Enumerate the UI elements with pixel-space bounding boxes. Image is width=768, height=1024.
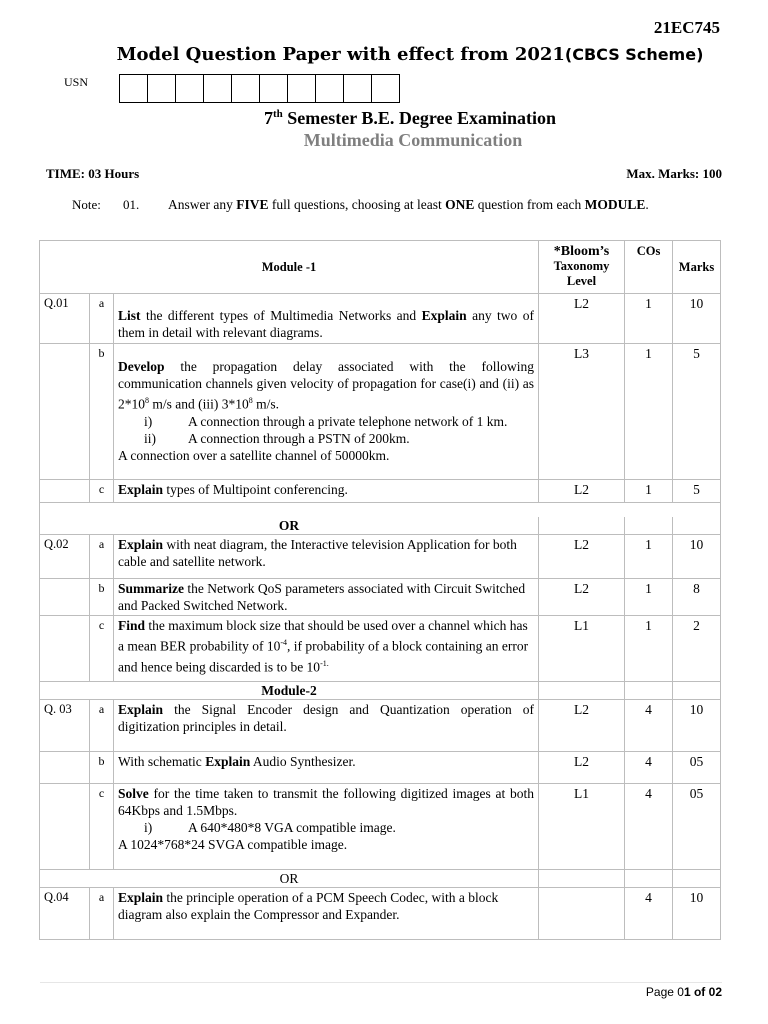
- usn-box[interactable]: [175, 74, 204, 103]
- marks-value: 5: [673, 344, 721, 480]
- subpart-label: b: [90, 579, 114, 616]
- subpart-label: a: [90, 535, 114, 579]
- blooms-level: L2: [539, 480, 625, 503]
- marks-value: 2: [673, 616, 721, 682]
- subpart-label: a: [90, 888, 114, 940]
- table-row: [40, 784, 721, 870]
- usn-box[interactable]: [343, 74, 372, 103]
- question-text: Explain with neat diagram, the Interactive television Application for both cable and satellite network.: [114, 535, 539, 579]
- table-row: [40, 888, 721, 940]
- subpart-label: a: [90, 700, 114, 752]
- marks-value: 10: [673, 700, 721, 752]
- question-table: [39, 240, 721, 940]
- blooms-level: L1: [539, 616, 625, 682]
- subpart-label: b: [90, 344, 114, 480]
- note-label: Note:: [72, 197, 101, 212]
- exam-sup: th: [272, 108, 283, 120]
- title-main: Model Question Paper with effect from 2021: [116, 44, 565, 65]
- subpart-label: c: [90, 480, 114, 503]
- usn-box[interactable]: [259, 74, 288, 103]
- marks-value: 5: [673, 480, 721, 503]
- table-row: [40, 480, 721, 503]
- blooms-header: *Bloom’s Taxonomy Level: [539, 241, 625, 294]
- blooms-level: L2: [539, 700, 625, 752]
- usn-box[interactable]: [119, 74, 148, 103]
- usn-box[interactable]: [315, 74, 344, 103]
- exam-rest: Semester B.E. Degree Examination: [282, 108, 557, 128]
- subject-name: Multimedia Communication: [303, 130, 523, 150]
- question-number: Q.02: [40, 535, 90, 579]
- subpart-label: b: [90, 752, 114, 784]
- co-value: 1: [625, 616, 673, 682]
- exam-time: TIME: 03 Hours: [46, 166, 140, 181]
- table-header-row: [40, 241, 721, 294]
- note-number: 01.: [123, 197, 140, 212]
- co-value: 4: [625, 784, 673, 870]
- usn-box[interactable]: [231, 74, 260, 103]
- or-separator: OR: [40, 870, 539, 888]
- exam-title: [0, 108, 768, 129]
- usn-box[interactable]: [203, 74, 232, 103]
- question-text: List the different types of Multimedia Networks and Explain any two of them in detail with relevant diagrams.: [114, 294, 539, 344]
- table-row: [40, 579, 721, 616]
- table-row: [40, 752, 721, 784]
- usn-boxes[interactable]: [120, 74, 400, 103]
- subpart-label: a: [90, 294, 114, 344]
- co-value: 1: [625, 294, 673, 344]
- subpart-label: c: [90, 616, 114, 682]
- page-title: [0, 44, 768, 65]
- question-text: Explain types of Multipoint conferencing.: [114, 480, 539, 503]
- note-text: Answer any FIVE full questions, choosing at least ONE question from each MODULE.: [168, 197, 649, 212]
- co-value: 1: [625, 480, 673, 503]
- question-number: Q.04: [40, 888, 90, 940]
- blooms-level: L3: [539, 344, 625, 480]
- question-text: Develop the propagation delay associated with the following communication channels given velocity of propagation for case(i) and (ii) as $2*10^8$ m/s and (iii) $3*10^8$ m/s. i) A connection through a private telephone network of 1 km. ii) A connection through a PSTN of 200km. A connection over a satellite channel of 50000km.: [114, 344, 539, 480]
- blooms-level: L2: [539, 535, 625, 579]
- question-text: Explain the principle operation of a PCM Speech Codec, with a block diagram also explain the Compressor and Expander.: [114, 888, 539, 940]
- footer-divider: [40, 982, 722, 983]
- marks-value: 10: [673, 294, 721, 344]
- usn-box[interactable]: [147, 74, 176, 103]
- marks-value: 10: [673, 535, 721, 579]
- blooms-level: L1: [539, 784, 625, 870]
- co-value: 1: [625, 579, 673, 616]
- question-number: Q.01: [40, 294, 90, 344]
- marks-value: 05: [673, 752, 721, 784]
- module-heading: Module -1: [40, 241, 539, 294]
- subpart-label: c: [90, 784, 114, 870]
- table-row: [40, 700, 721, 752]
- co-value: 1: [625, 535, 673, 579]
- page-number: Page 01 of 02: [645, 985, 722, 999]
- table-row: [40, 535, 721, 579]
- module-heading: Module-2: [40, 682, 539, 700]
- co-value: 4: [625, 752, 673, 784]
- marks-value: 10: [673, 888, 721, 940]
- title-scheme: (CBCS Scheme): [564, 45, 704, 64]
- co-value: 4: [625, 700, 673, 752]
- marks-header: Marks: [673, 241, 721, 294]
- question-number: Q. 03: [40, 700, 90, 752]
- blooms-level: L2: [539, 752, 625, 784]
- blooms-level: L2: [539, 579, 625, 616]
- marks-value: 8: [673, 579, 721, 616]
- usn-box[interactable]: [287, 74, 316, 103]
- blooms-level: L2: [539, 294, 625, 344]
- marks-value: 05: [673, 784, 721, 870]
- question-text: Solve for the time taken to transmit the following digitized images at both 64Kbps and 1.5Mbps. i) A 640*480*8 VGA compatible image. A 1024*768*24 SVGA compatible image.: [114, 784, 539, 870]
- co-value: 1: [625, 344, 673, 480]
- usn-box[interactable]: [371, 74, 400, 103]
- question-text: Explain the Signal Encoder design and Quantization operation of digitization principles in detail.: [114, 700, 539, 752]
- subject-code: 21EC745: [653, 18, 720, 37]
- exam-num: 7: [263, 108, 273, 128]
- table-row: [40, 344, 721, 480]
- max-marks: Max. Marks: 100: [626, 166, 722, 181]
- table-row: [40, 294, 721, 344]
- usn-label: USN: [64, 75, 89, 89]
- co-value: 4: [625, 888, 673, 940]
- cos-header: COs: [625, 241, 673, 294]
- question-text: Find the maximum block size that should be used over a channel which has a mean BER probability of $10^{-4}$, if probability of a block containing an error and hence being discarded is to be $10^{-1.}$: [114, 616, 539, 682]
- question-text: Summarize the Network QoS parameters associated with Circuit Switched and Packed Switched Network.: [114, 579, 539, 616]
- question-text: With schematic Explain Audio Synthesizer.: [114, 752, 539, 784]
- blooms-level: [539, 888, 625, 940]
- or-separator: OR: [40, 517, 539, 535]
- table-row: [40, 616, 721, 682]
